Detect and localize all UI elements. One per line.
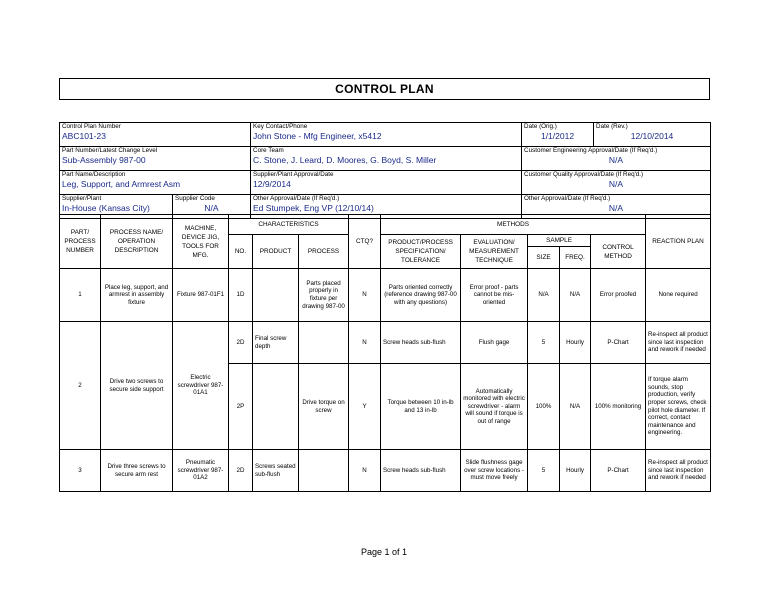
control-method: P-Chart [591,322,646,364]
col-spec: PRODUCT/PROCESS SPECIFICATION/ TOLERANCE [381,235,461,269]
table-row [60,322,711,364]
date-rev-value: 12/10/2014 [630,131,674,141]
char-process [299,450,349,492]
col-sample: SAMPLE [528,235,591,247]
key-contact-value: John Stone - Mfg Engineer, x5412 [253,131,382,141]
sample-freq: Hourly [560,322,591,364]
customer-eng-approval-cell: Customer Engineering Approval/Date (If Req'd.) N/A [522,147,711,171]
col-no: NO. [229,235,253,269]
machine: Electric screwdriver 987-01A1 [173,322,229,450]
key-contact-cell: Key Contact/Phone John Stone - Mfg Engineer, x5412 [251,123,522,147]
other-approval-2-value: N/A [608,203,624,213]
part-number: 2 [60,322,101,450]
control-method: Error proofed [591,269,646,322]
date-orig-value: 1/1/2012 [540,131,575,141]
supplier-code-value: N/A [204,203,219,213]
reaction-plan: None required [646,269,711,322]
char-no: 2D [229,450,253,492]
control-method: P-Chart [591,450,646,492]
char-product: Final screw depth [253,322,299,364]
spec-tolerance: Parts oriented correctly (reference drawing 987-00 with any questions) [381,269,461,322]
date-rev-cell: Date (Rev.) 12/10/2014 [594,123,711,147]
col-part-process-number: PART/ PROCESS NUMBER [60,215,101,269]
sample-size: N/A [528,269,560,322]
col-machine: MACHINE, DEVICE JIG, TOOLS FOR MFG. [173,215,229,269]
machine: Fixture 987-01F1 [173,269,229,322]
char-no: 1D [229,269,253,322]
reaction-plan: Re-inspect all product since last inspection and rework if needed [646,322,711,364]
char-product [253,269,299,322]
table-row [60,269,711,322]
supplier-plant-approval-cell: Supplier/Plant Approval/Date 12/9/2014 [251,171,522,195]
reaction-plan: If torque alarm sounds, stop production, verify proper screws, check pilot hole diameter. If correct, contact maintenance and engineering. [646,364,711,450]
char-process: Drive torque on screw [299,364,349,450]
table-row [60,450,711,492]
date-orig-cell: Date (Orig.) 1/1/2012 [522,123,594,147]
part-number: 1 [60,269,101,322]
control-method: 100% monitoring [591,364,646,450]
ctq: Y [349,364,381,450]
evaluation-technique: Error proof - parts cannot be mis-oriented [461,269,528,322]
customer-quality-approval-cell: Customer Quality Approval/Date (If Req'd.) N/A [522,171,711,195]
control-plan-table [59,214,711,492]
ctq: N [349,322,381,364]
core-team-cell: Core Team C. Stone, J. Leard, D. Moores, G. Boyd, S. Miller [251,147,522,171]
col-reaction-plan: REACTION PLAN [646,215,711,269]
char-no: 2D [229,322,253,364]
char-process [299,322,349,364]
char-product: Screws seated sub-flush [253,450,299,492]
col-size: SIZE [528,247,560,269]
col-ctq: CTQ? [349,215,381,269]
spec-tolerance: Screw heads sub-flush [381,322,461,364]
process-name: Drive two screws to secure side support [101,322,173,450]
col-product: PRODUCT [253,235,299,269]
page-number: Page 1 of 1 [360,547,408,557]
col-freq: FREQ. [560,247,591,269]
char-process: Parts placed properly in fixture per drawing 987-00 [299,269,349,322]
spec-tolerance: Torque between 10 in-lb and 13 in-lb [381,364,461,450]
spec-tolerance: Screw heads sub-flush [381,450,461,492]
customer-quality-approval-value: N/A [608,179,624,189]
col-eval: EVALUATION/ MEASUREMENT TECHNIQUE [461,235,528,269]
supplier-plant-value: In-House (Kansas City) [62,203,150,213]
page-title: CONTROL PLAN [59,78,710,100]
process-name: Place leg, support, and armrest in assembly fixture [101,269,173,322]
control-plan-number-cell: Control Plan Number ABC101-23 [60,123,251,147]
col-process-name: PROCESS NAME/ OPERATION DESCRIPTION [101,215,173,269]
other-approval-2-cell: Other Approval/Date (If Req'd.) N/A [522,195,711,219]
ctq: N [349,269,381,322]
sample-freq: Hourly [560,450,591,492]
sample-size: 100% [528,364,560,450]
char-product [253,364,299,450]
machine: Pneumatic screwdriver 987-01A2 [173,450,229,492]
customer-eng-approval-value: N/A [608,155,624,165]
col-characteristics: CHARACTERISTICS [229,215,349,235]
part-number-cell: Part Number/Latest Change Level Sub-Assembly 987-00 [60,147,251,171]
evaluation-technique: Slide flushness gage over screw locations - must move freely [461,450,528,492]
supplier-plant-cell: Supplier/Plant In-House (Kansas City) [60,195,173,219]
ctq: N [349,450,381,492]
char-no: 2P [229,364,253,450]
col-methods: METHODS [381,215,646,235]
part-number-value: Sub-Assembly 987-00 [62,155,146,165]
supplier-code-cell: Supplier Code N/A [173,195,251,219]
part-name-value: Leg, Support, and Armrest Asm [62,179,181,189]
evaluation-technique: Automatically monitored with electric screwdriver - alarm will sound if torque is out of range [461,364,528,450]
part-number: 3 [60,450,101,492]
sample-size: 5 [528,322,560,364]
col-control-method: CONTROL METHOD [591,235,646,269]
other-approval-1-value: Ed Stumpek, Eng VP (12/10/14) [253,203,374,213]
control-plan-number-value: ABC101-23 [62,131,106,141]
core-team-value: C. Stone, J. Leard, D. Moores, G. Boyd, S. Miller [253,155,437,165]
sample-freq: N/A [560,269,591,322]
supplier-plant-approval-value: 12/9/2014 [253,179,291,189]
evaluation-technique: Flush gage [461,322,528,364]
part-name-cell: Part Name/Description Leg, Support, and Armrest Asm [60,171,251,195]
sample-freq: N/A [560,364,591,450]
header-info-table [59,122,711,219]
sample-size: 5 [528,450,560,492]
process-name: Drive three screws to secure arm rest [101,450,173,492]
reaction-plan: Re-inspect all product since last inspection and rework if needed [646,450,711,492]
other-approval-1-cell: Other Approval/Date (If Req'd.) Ed Stumpek, Eng VP (12/10/14) [251,195,522,219]
col-process: PROCESS [299,235,349,269]
